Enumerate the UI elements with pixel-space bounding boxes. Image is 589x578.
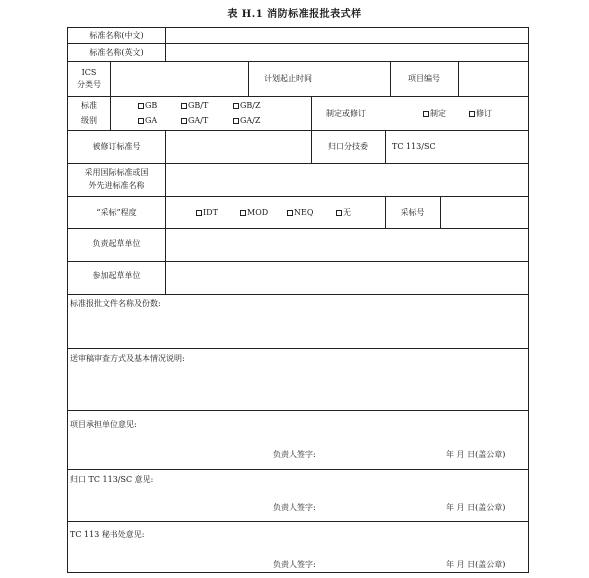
date-stamp-label: 年 月 日(盖公章) xyxy=(446,560,506,569)
plan-deadline-label: 计划起止时间 xyxy=(264,74,312,83)
row-divider xyxy=(68,61,528,62)
checkbox-gb-z[interactable]: GB/Z xyxy=(233,101,261,111)
signature-label: 负责人签字: xyxy=(273,450,316,459)
doc-list-label: 标准报批文件名称及份数: xyxy=(70,299,161,308)
checkbox-icon xyxy=(181,103,187,109)
checkbox-revise[interactable]: 修订 xyxy=(469,109,492,119)
checkbox-ga-t[interactable]: GA/T xyxy=(181,116,208,126)
subcommittee-label: 归口分技委 xyxy=(328,142,368,151)
row-divider xyxy=(68,43,528,44)
checkbox-icon xyxy=(287,210,293,216)
checkbox-icon xyxy=(233,103,239,109)
level-label-2: 级别 xyxy=(81,116,97,125)
adopted-std-label-1: 采用国际标准或国 xyxy=(84,168,149,177)
ics-label: ICS xyxy=(81,68,97,77)
adopt-no-label: 采标号 xyxy=(400,208,425,217)
signature-label: 负责人签字: xyxy=(273,560,316,569)
checkbox-ga-z[interactable]: GA/Z xyxy=(233,116,260,126)
row-divider xyxy=(68,228,528,229)
subcommittee-value: TC 113/SC xyxy=(392,142,436,151)
checkbox-mod[interactable]: MOD xyxy=(240,208,268,218)
checkbox-icon xyxy=(233,118,239,124)
undertaker-opinion-label: 项目承担单位意见: xyxy=(70,420,137,429)
drafting-participants-label: 参加起草单位 xyxy=(92,271,141,280)
secretariat-opinion-label: TC 113 秘书处意见: xyxy=(70,530,145,539)
revise-label: 制定或修订 xyxy=(326,109,366,118)
row-divider xyxy=(68,130,528,131)
sc-opinion-label: 归口 TC 113/SC 意见: xyxy=(70,475,154,484)
checkbox-icon xyxy=(336,210,342,216)
project-no-label: 项目编号 xyxy=(408,74,440,83)
form-title: 表 H.1 消防标准报批表式样 xyxy=(227,9,362,20)
drafting-lead-label: 负责起草单位 xyxy=(92,239,141,248)
checkbox-idt[interactable]: IDT xyxy=(196,208,218,218)
approval-form-table xyxy=(67,27,529,573)
checkbox-neq[interactable]: NEQ xyxy=(287,208,313,218)
col-divider xyxy=(165,28,166,61)
col-divider xyxy=(458,61,459,96)
col-divider xyxy=(110,61,111,96)
col-divider xyxy=(311,96,312,130)
checkbox-ga[interactable]: GA xyxy=(138,116,157,126)
checkbox-icon xyxy=(138,103,144,109)
row-divider xyxy=(68,163,528,164)
checkbox-icon xyxy=(423,111,429,117)
adopted-std-label-2: 外先进标准名称 xyxy=(88,181,145,190)
checkbox-none[interactable]: 无 xyxy=(336,208,351,218)
row-divider xyxy=(68,521,528,522)
row-divider xyxy=(68,348,528,349)
col-divider xyxy=(385,130,386,163)
review-method-label: 送审稿审查方式及基本情况说明: xyxy=(70,354,185,363)
checkbox-icon xyxy=(181,118,187,124)
date-stamp-label: 年 月 日(盖公章) xyxy=(446,503,506,512)
col-divider xyxy=(440,196,441,228)
col-divider xyxy=(110,96,111,130)
name-en-label: 标准名称(英文) xyxy=(89,48,144,57)
level-label-1: 标准 xyxy=(81,101,97,110)
checkbox-icon xyxy=(469,111,475,117)
signature-label: 负责人签字: xyxy=(273,503,316,512)
col-divider xyxy=(165,130,166,261)
row-divider xyxy=(68,294,528,295)
classification-label: 分类号 xyxy=(77,80,101,89)
name-cn-label: 标准名称(中文) xyxy=(89,31,144,40)
date-stamp-label: 年 月 日(盖公章) xyxy=(446,450,506,459)
revised-std-no-label: 被修订标准号 xyxy=(92,142,141,151)
checkbox-icon xyxy=(240,210,246,216)
row-divider xyxy=(68,410,528,411)
row-divider xyxy=(68,261,528,262)
row-divider xyxy=(68,196,528,197)
checkbox-icon xyxy=(196,210,202,216)
checkbox-icon xyxy=(138,118,144,124)
adopt-degree-label: “采标”程度 xyxy=(96,208,137,217)
checkbox-gb-t[interactable]: GB/T xyxy=(181,101,208,111)
checkbox-gb[interactable]: GB xyxy=(138,101,157,111)
col-divider xyxy=(165,261,166,294)
checkbox-establish[interactable]: 制定 xyxy=(423,109,446,119)
row-divider xyxy=(68,469,528,470)
row-divider xyxy=(68,96,528,97)
